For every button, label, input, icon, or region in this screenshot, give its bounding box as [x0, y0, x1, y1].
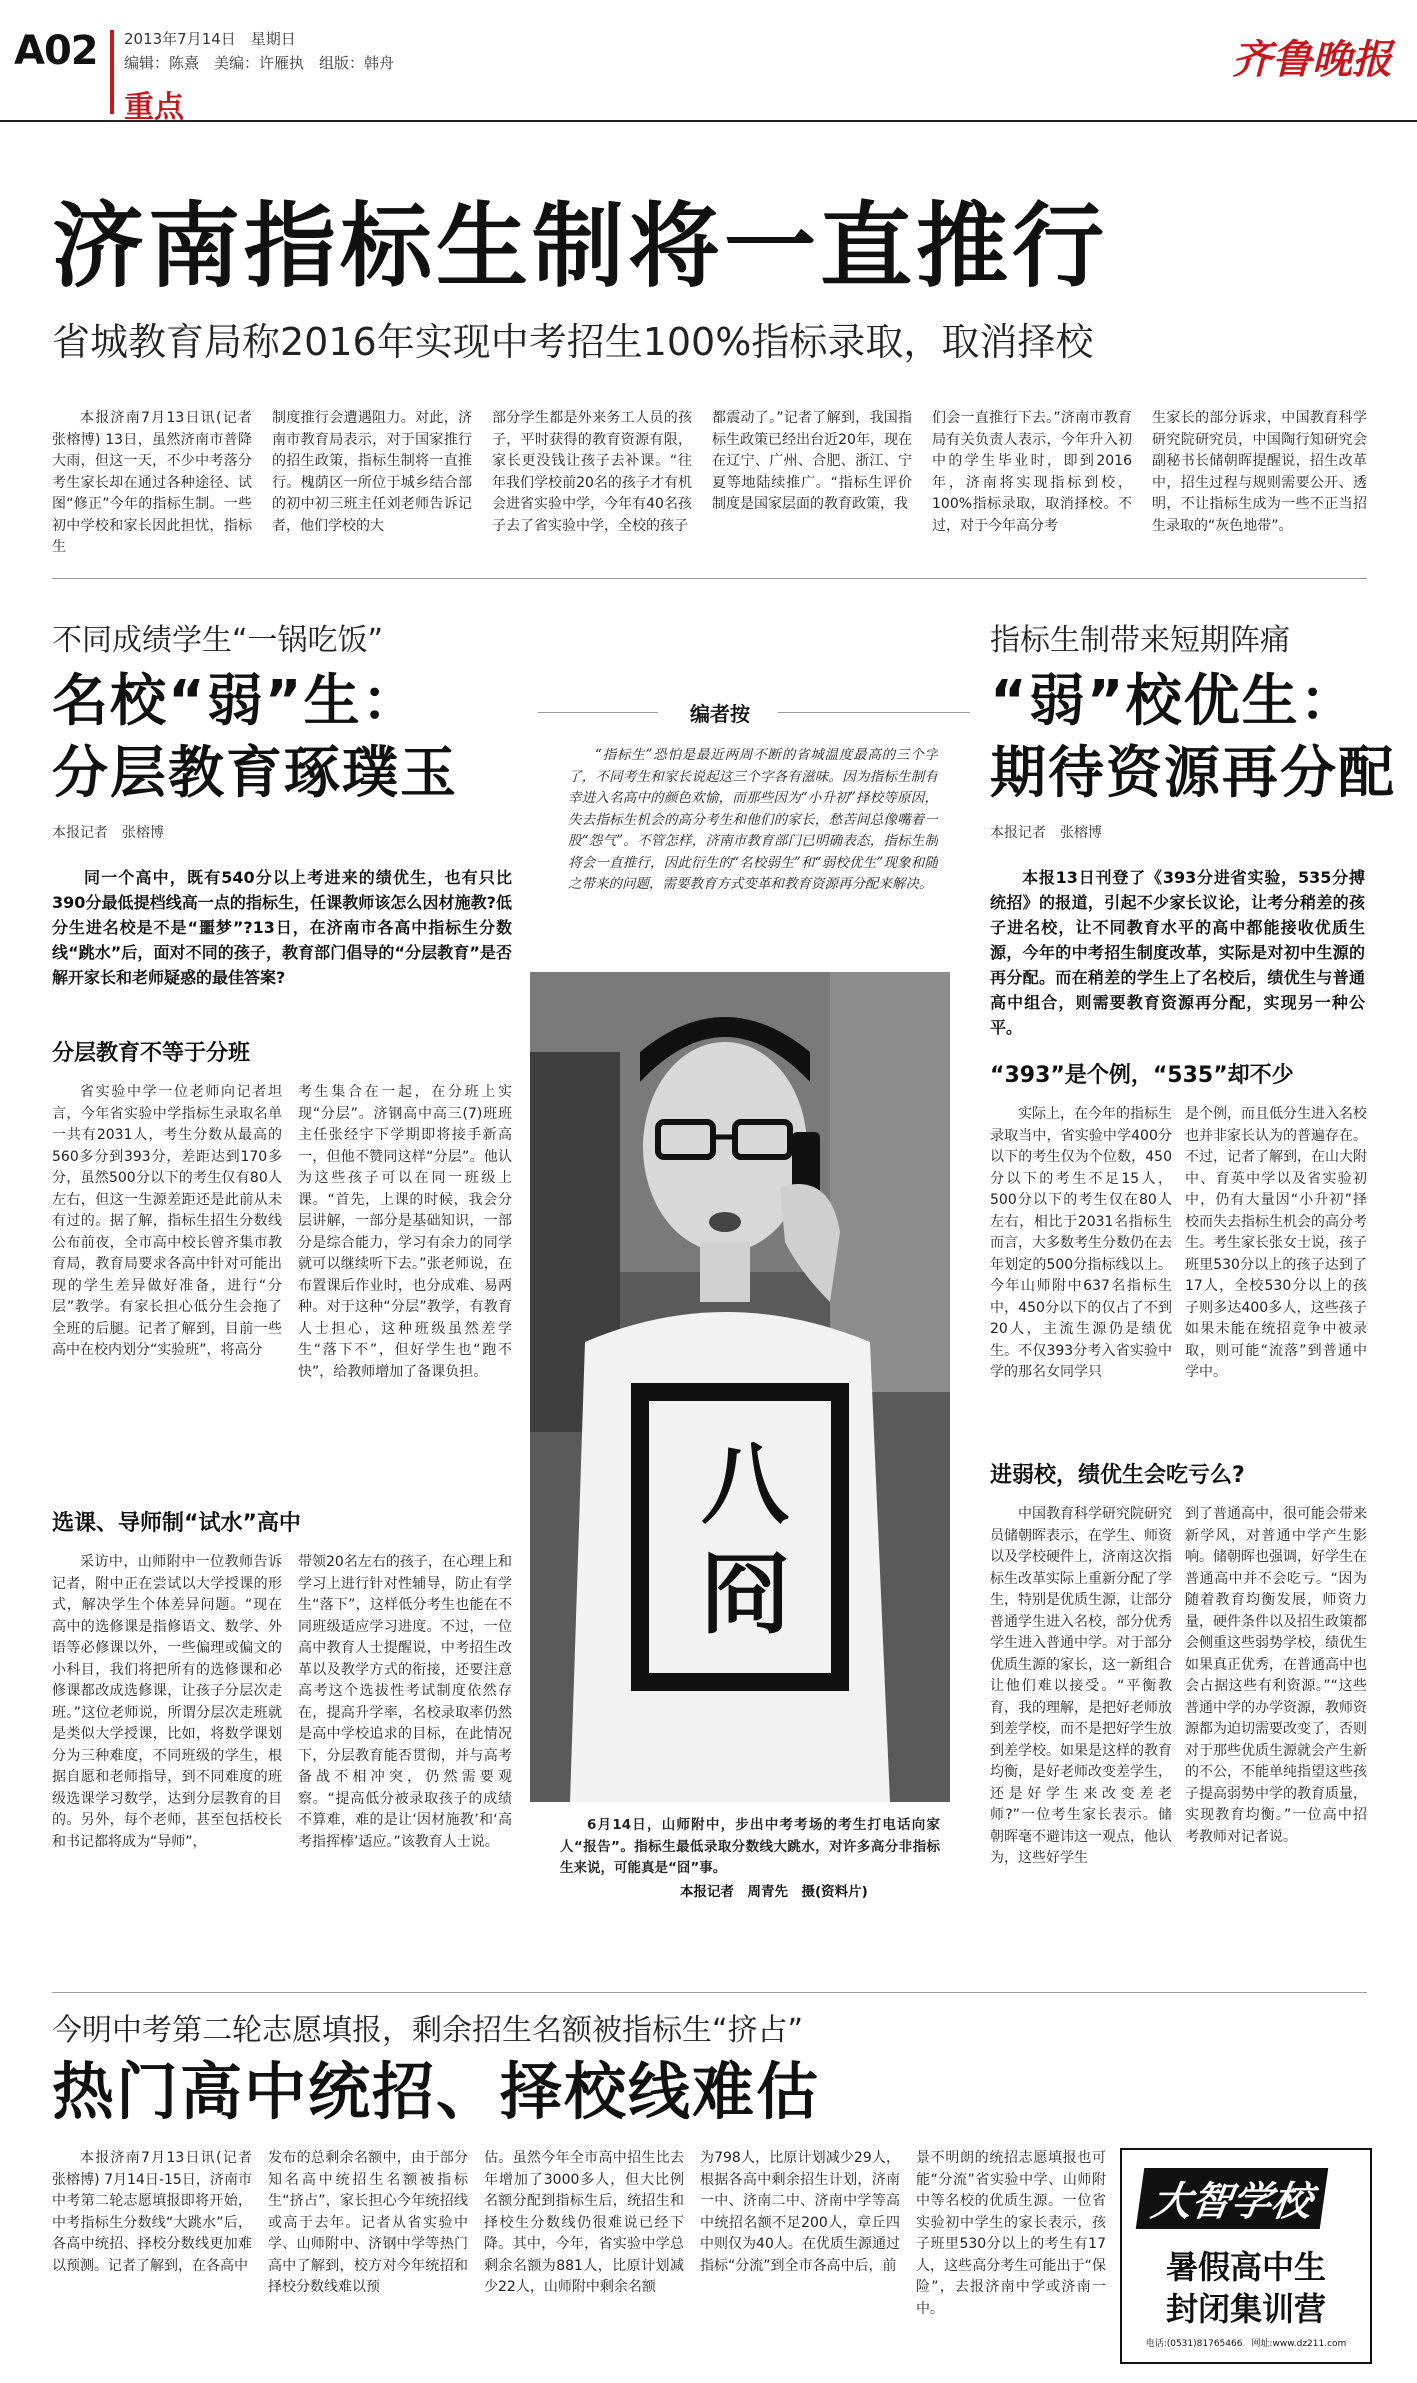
- top-story-rule: [52, 578, 1367, 579]
- editor-note-rule-left: [538, 712, 658, 713]
- top-story-col-2: 制度推行会遭遇阻力。对此，济南市教育局表示，对于国家推行的招生政策，指标生制将一直推行。槐荫区一所位于城乡结合部的初中初三班主任刘老师告诉记者，他们学校的大: [272, 410, 472, 534]
- bottom-col-4: 为798人，比原计划减少29人，根据各高中剩余招生计划，济南一中、济南二中、济南中学等高中统招名额不足200人，章丘四中则仅为40人。在优质生源通过指标“分流”到全市各高中后，前: [700, 2150, 900, 2274]
- bottom-col-5: 景不明朗的统招志愿填报也可能“分流”省实验中学、山师附中等名校的优质生源。一位省实验初中学生的家长表示，孩子班里530分以上的考生有17人，这些高分考生可能出于“保险”，去报济南中学或济南一中。: [916, 2150, 1106, 2317]
- ad-line-1: 暑假高中生: [1165, 2248, 1326, 2286]
- photo-illustration: [530, 972, 950, 1802]
- right-byline: 本报记者 张榕博: [990, 825, 1102, 841]
- photo-credit: 本报记者 周青先 摄(资料片): [680, 1884, 868, 1900]
- news-photo: [530, 972, 950, 1802]
- top-story-col-3: 部分学生都是外来务工人员的孩子，平时获得的教育资源有限，家长更没钱让孩子去补课。“往年我们学校前20名的孩子才有机会进省实验中学，今年有40名孩子去了省实验中学，全校的孩子: [492, 410, 692, 534]
- editor-note-text: “指标生”恐怕是最近两周不断的省城温度最高的三个字了，不同考生和家长说起这三个字各有滋味。因为指标生制有幸进入名高中的颜色欢愉，而那些因为“小升初”择校等原因，失去指标生机会的高分考生和他们的家长，愁苦间总像嘴着一股“怨气”。不管怎样，济南市教育部门已明确表态，指标生制将会一直推行，因此衍生的“名校弱生”和“弱校优生”现象和随之带来的问题，需要教育方式变革和教育资源再分配来解决。: [568, 747, 938, 892]
- newspaper-logo: 齐鲁晚报: [1232, 36, 1392, 83]
- top-story-col-1: 本报济南7月13日讯(记者 张榕博) 13日，虽然济南市普降大雨，但这一天，不少中考落分考生家长却在通过各种途径、试图“修正”今年的指标生制。一些初中学校和家长因此担忧，指标生: [52, 410, 252, 555]
- shirt-text: 八冏: [700, 1433, 789, 1646]
- photo-caption: 6月14日，山师附中，步出中考考场的考生打电话向家人“报告”。指标生最低录取分数线大跳水，对许多高分非指标生来说，可能真是“囧”事。: [560, 1817, 940, 1876]
- editor-note-heading: 编者按: [690, 702, 750, 726]
- page-number: A02: [14, 28, 98, 74]
- bottom-col-1: 本报济南7月13日讯(记者 张榕博) 7月14日-15日，济南市中考第二轮志愿填报即将开始，中考指标生分数线“大跳水”后，各高中统招、择校分数线更加难以预测。记者了解到，在各高中: [52, 2150, 252, 2274]
- right-s2-col-a: 中国教育科学研究院研究员储朝晖表示，在学生、师资以及学校硬件上，济南这次指标生改革实际上重新分配了学生，特别是优质生源，让部分普通学生进入名校，部分优秀学生进入普通中学。对于部分优质生源的家长，这一新组合让他们难以接受。“平衡教育，我的理解，是把好老师放到差学校，而不是把好学生放到差学校。如果是这样的教育均衡，是好老师改变差学生，还是好学生来改变差老师?”一位考生家长表示。储朝晖毫不避讳这一观点，他认为，这些好学生: [990, 1506, 1172, 1866]
- right-kicker: 指标生制带来短期阵痛: [990, 623, 1290, 658]
- left-subhead-1: 分层教育不等于分班: [52, 1041, 251, 1066]
- section-label: 重点: [124, 90, 184, 125]
- bottom-kicker: 今明中考第二轮志愿填报，剩余招生名额被指标生“挤占”: [52, 2013, 804, 2048]
- header-rule: [0, 120, 1417, 122]
- left-lead: 同一个高中，既有540分以上考进来的绩优生，也有只比390分最低提档线高一点的指标生，任课教师该怎么因材施教?低分生进名校是不是“噩梦”?13日，在济南市各高中指标生分数线“跳水”后，面对不同的孩子，教育部门倡导的“分层教育”是否解开家长和老师疑惑的最佳答案?: [52, 868, 512, 987]
- school-advertisement: [1120, 2148, 1372, 2364]
- middle-section-rule: [52, 1992, 1367, 1993]
- left-s1-col-b: 考生集合在一起，在分班上实现“分层”。济钢高中高三(7)班班主任张经宇下学期即将接手新高一，但他不赞同这样“分层”。他认为这些孩子可以在同一班级上课。“首先，上课的时候，我会分层讲解，一部分是基础知识，一部分是综合能力，学习有余力的同学就可以继续听下去。”张老师说，在布置课后作业时，也分成难、易两种。对于这种“分层”教学，有教育人士担心，这种班级虽然差学生“落下不”，但好学生也“跑不快”，给教师增加了备课负担。: [298, 1084, 512, 1380]
- main-headline: 济南指标生制将一直推行: [52, 193, 1109, 300]
- left-byline: 本报记者 张榕博: [52, 825, 164, 841]
- right-s1-col-b: 是个例，而且低分生进入名校也并非家长认为的普遍存在。不过，记者了解到，在山大附中、育英中学以及省实验初中，仍有大量因“小升初”择校而失去指标生机会的高分考生。考生家长张女士说，孩子班里530分以上的孩子达到了17人，全校530分以上的孩子则多达400多人，这些孩子如果未能在统招竞争中被录取，则可能“流落”到普通中学中。: [1185, 1106, 1367, 1380]
- left-subhead-2: 选课、导师制“试水”高中: [52, 1511, 301, 1536]
- left-title-line1: 名校“弱”生：: [52, 669, 420, 734]
- staff-line: 编辑：陈熹 美编：许雁执 组版：韩舟: [124, 54, 395, 72]
- right-title-line2: 期待资源再分配: [990, 741, 1396, 806]
- right-subhead-2: 进弱校，绩优生会吃亏么?: [990, 1463, 1245, 1488]
- left-title-line2: 分层教育琢璞玉: [52, 741, 458, 806]
- left-s2-col-b: 带领20名左右的孩子，在心理上和学习上进行针对性辅导，防止有学生“落下”，这样低分考生也能在不同班级适应学习进度。不过，一位高中教育人士提醒说，中考招生改革以及教学方式的衔接，还要注意高考这个选拔性考试制度依然存在，提高升学率，名校录取率仍然是高中学校追求的目标，在此情况下，分层教育能否贯彻，并与高考备战不相冲突，仍然需要观察。“提高低分被录取孩子的成绩不算难，难的是让‘因材施教’和‘高考指挥棒’适应。”该教育人士说。: [298, 1554, 512, 1850]
- right-s2-col-b: 到了普通高中，很可能会带来新学风，对普通中学产生影响。储朝晖也强调，好学生在普通高中并不会吃亏。“因为随着教育均衡发展，师资力量，硬件条件以及招生政策都会侧重这些弱势学校，绩优生如果真正优秀，在普通高中也会占据这些有利资源。”“这些普通中学的办学资源，教师资源都为迫切需要改变了，否则对于那些优质生源就会产生新的不公，不能单纯指望这些孩子提高弱势中学的教育质量，实现教育均衡。”一位高中招考教师对记者说。: [1185, 1506, 1367, 1845]
- ad-contact: 电话:(0531)81765466 网址:www.dz211.com: [1145, 2339, 1347, 2349]
- left-s1-col-a: 省实验中学一位老师向记者坦言，今年省实验中学指标生录取名单一共有2031人，考生分数从最高的560多分到393分，差距达到170多分，虽然500分以下的考生仅有80人左右，但这一生源差距还是此前从未有过的。据了解，指标生招生分数线公布前夜，全市高中校长曾齐集市教育局，教育局要求各高中针对可能出现的学生差异做好准备，进行“分层”教学。有家长担心低分生会拖了全班的后腿。记者了解到，目前一些高中在校内划分“实验班”，将高分: [52, 1084, 282, 1358]
- top-story-col-6: 生家长的部分诉求，中国教育科学研究院研究员，中国陶行知研究会副秘书长储朝晖提醒说，招生改革中，招生过程与规则需要公开、透明，不让指标生成为一些不正当招生录取的“灰色地带”。: [1152, 410, 1367, 534]
- ad-line-2: 封闭集训营: [1165, 2290, 1326, 2328]
- bottom-title: 热门高中统招、择校线难估: [52, 2055, 821, 2128]
- right-title-line1: “弱”校优生：: [990, 669, 1358, 734]
- right-s1-col-a: 实际上，在今年的指标生录取当中，省实验中学400分以下的考生仅为个位数，450分以下的考生不足15人，500分以下的考生仅在80人左右，相比于2031名指标生而言，大多数考生分数仍在去年划定的500分指标线以上。今年山师附中637名指标生中，450分以下的仅占了不到20人，主流生源仍是绩优生。不仅393分考入省实验中学的那名女同学只: [990, 1106, 1172, 1380]
- right-subhead-1: “393”是个例，“535”却不少: [990, 1063, 1294, 1088]
- date-line: 2013年7月14日 星期日: [124, 30, 296, 48]
- section-bar: [110, 30, 114, 114]
- main-subtitle: 省城教育局称2016年实现中考招生100%指标录取，取消择校: [52, 320, 1094, 364]
- left-kicker: 不同成绩学生“一锅吃饭”: [52, 623, 384, 658]
- top-story-col-4: 都震动了。”记者了解到，我国指标生政策已经出台近20年，现在在辽宁、广州、合肥、浙江、宁夏等地陆续推广。“指标生评价制度是国家层面的教育政策，我: [712, 410, 912, 512]
- bottom-col-3: 估。虽然今年全市高中招生比去年增加了3000多人，但大比例名额分配到指标生后，统招生和择校生分数线仍很难说已经下降。其中，今年，省实验中学总剩余名额为881人，比原计划减少22人，山师附中剩余名额: [484, 2150, 684, 2295]
- editor-note-rule-right: [778, 712, 970, 713]
- left-s2-col-a: 采访中，山师附中一位教师告诉记者，附中正在尝试以大学授课的形式，解决学生个体差异问题。“现在高中的选修课是指修语文、数学、外语等必修课以外，一些偏理或偏文的小科目，我们将把所有的选修课和必修课都改成选修课，让孩子分层次走班。”这位老师说，所谓分层次走班就是类似大学授课，比如，将数学课划分为三种难度，不同班级的学生，根据自愿和老师指导，到不同难度的班级选课学习数学，达到分层教育的目的。另外，每个老师，甚至包括校长和书记都将成为“导师”，: [52, 1554, 282, 1850]
- bottom-col-2: 发布的总剩余名额中，由于部分知名高中统招生名额被指标生“挤占”，家长担心今年统招线或高于去年。记者从省实验中学、山师附中、济钢中学等热门高中了解到，校方对今年统招和择校分数线难以预: [268, 2150, 468, 2295]
- top-story-col-5: 们会一直推行下去。”济南市教育局有关负责人表示，今年升入初中的学生毕业时，即到2016年，济南将实现指标到校，100%指标录取，取消择校。不过，对于今年高分考: [932, 410, 1132, 534]
- right-lead: 本报13日刊登了《393分进省实验，535分搏统招》的报道，引起不少家长议论，让考分稍差的孩子进名校，让不同教育水平的高中都能接收优质生源，今年的中考招生制度改革，实际是对初中生源的再分配。而在稍差的学生上了名校后，绩优生与普通高中组合，则需要教育资源再分配，实现另一种公平。: [990, 868, 1365, 1037]
- ad-brand: 大智学校: [1136, 2168, 1329, 2229]
